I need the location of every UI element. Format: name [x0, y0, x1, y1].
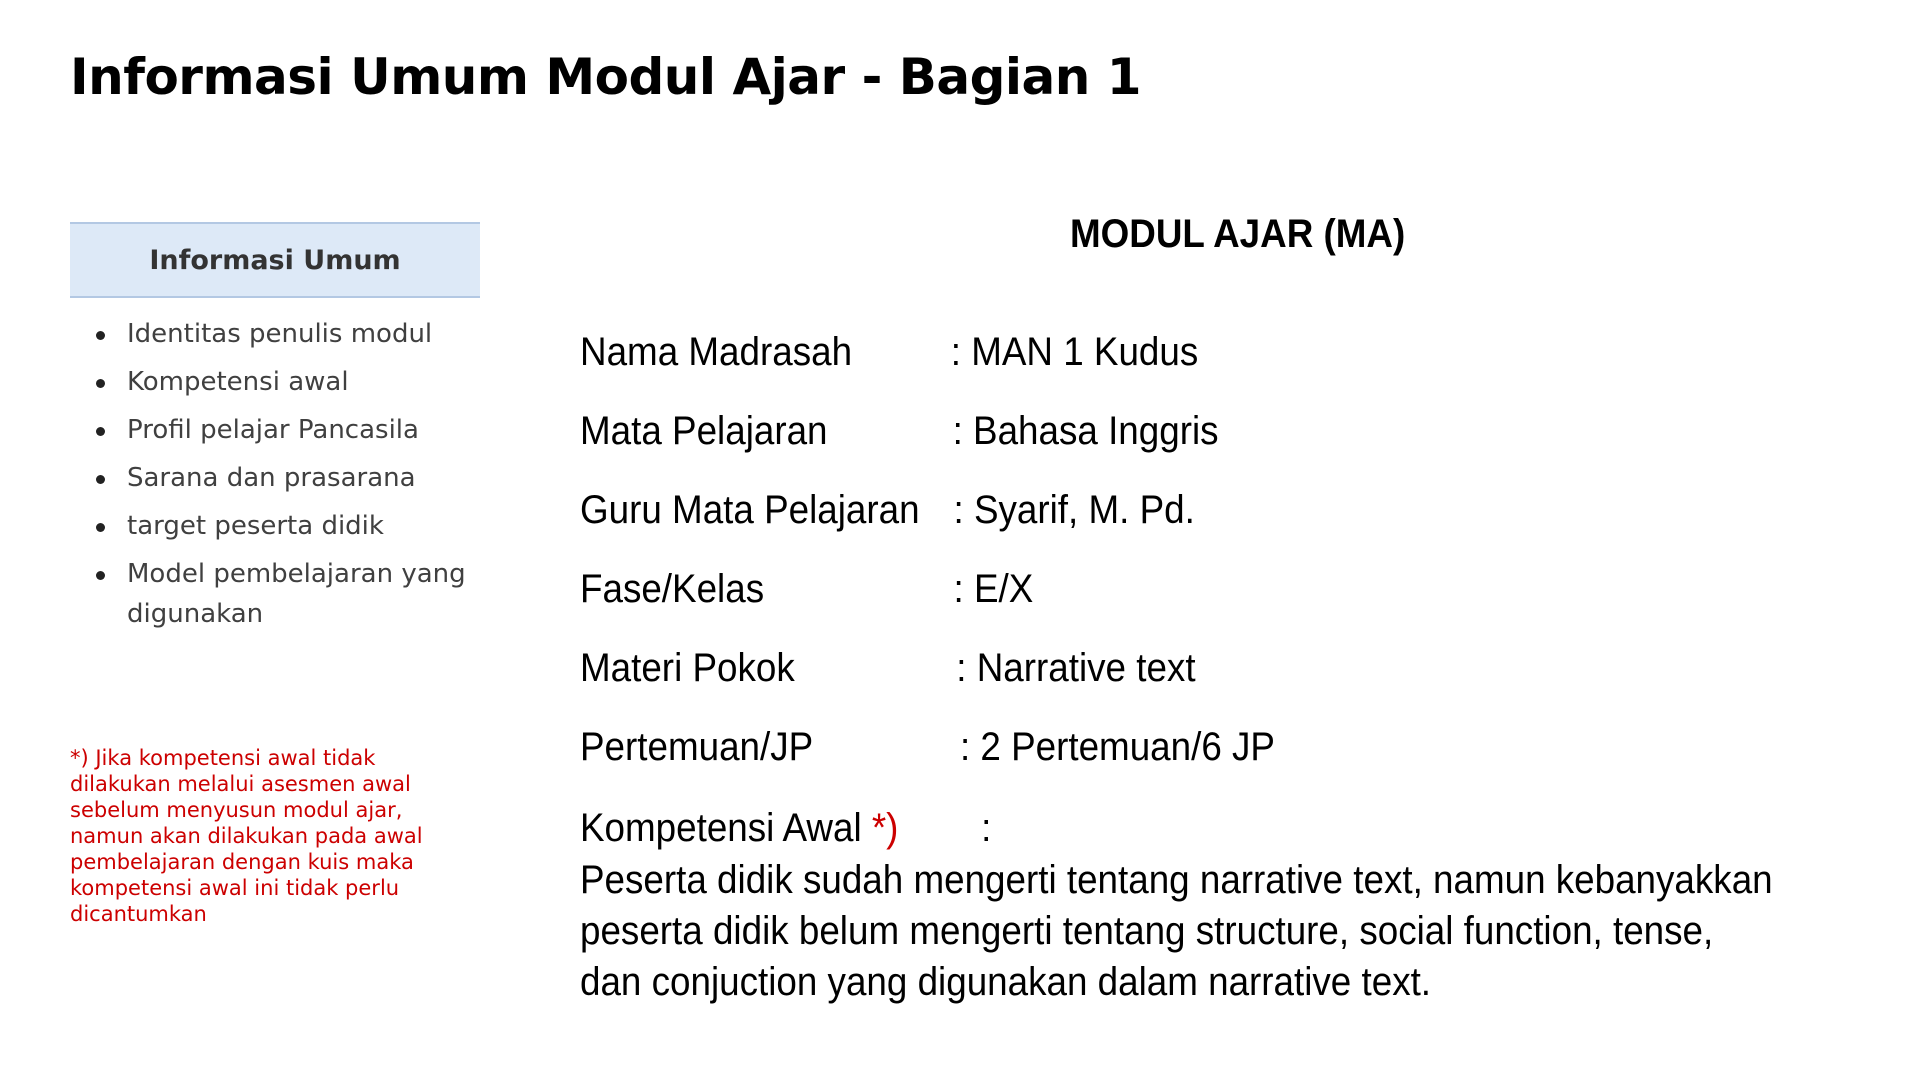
- info-umum-list: [70, 314, 480, 634]
- list-item: [70, 362, 480, 402]
- list-item-label: Identitas penulis modul: [127, 319, 433, 349]
- info-umum-box: [70, 222, 480, 642]
- list-item-label: Profil pelajar Pancasila: [127, 415, 419, 445]
- field-value: : MAN 1 Kudus: [950, 330, 1199, 374]
- field-value: : Bahasa Inggris: [952, 409, 1219, 453]
- list-item: [70, 458, 480, 498]
- list-item: [70, 410, 480, 450]
- bullet-icon: [96, 379, 105, 388]
- bullet-icon: [96, 331, 105, 340]
- list-item-label: Sarana dan prasarana: [127, 463, 416, 493]
- field-value: : Narrative text: [956, 646, 1196, 690]
- list-item-label: target peserta didik: [127, 511, 384, 541]
- list-item: [70, 554, 480, 634]
- field-label: Guru Mata Pelajaran: [580, 488, 920, 532]
- bullet-icon: [96, 475, 105, 484]
- field-value: :: [981, 806, 992, 850]
- field-value: : E/X: [953, 567, 1034, 611]
- field-label: [580, 806, 898, 851]
- field-label: Mata Pelajaran: [580, 409, 828, 453]
- kompetensi-label: Kompetensi Awal: [580, 806, 872, 850]
- footnote-marker: *): [871, 806, 899, 850]
- field-value: : Syarif, M. Pd.: [953, 488, 1195, 532]
- footnote: *) Jika kompetensi awal tidak dilakukan melalui asesmen awal sebelum menyusun modul ajar, namun akan dilakukan pada awal pembelajaran dengan kuis maka kompetensi awal ini tidak perlu dicantumkan: [70, 746, 423, 926]
- bullet-icon: [96, 427, 105, 436]
- list-item-label: Model pembelajaran yang digunakan: [127, 559, 466, 629]
- list-item: [70, 314, 480, 354]
- kompetensi-awal-text: Peserta didik sudah mengerti tentang narrative text, namun kebanyakkan peserta didik belum mengerti tentang structure, social function, tense, dan conjuction yang digunakan dalam narrative text.: [580, 858, 1773, 1004]
- field-label: Materi Pokok: [580, 646, 795, 690]
- field-label: Pertemuan/JP: [580, 725, 814, 769]
- field-value: : 2 Pertemuan/6 JP: [959, 725, 1275, 769]
- field-label: Nama Madrasah: [580, 330, 853, 374]
- field-label: Fase/Kelas: [580, 567, 765, 611]
- module-heading: MODUL AJAR (MA): [1070, 212, 1406, 256]
- list-item-label: Kompetensi awal: [127, 367, 349, 397]
- bullet-icon: [96, 571, 105, 580]
- list-item: [70, 506, 480, 546]
- page-title: Informasi Umum Modul Ajar - Bagian 1: [70, 48, 1142, 106]
- info-umum-header: Informasi Umum: [70, 222, 480, 298]
- bullet-icon: [96, 523, 105, 532]
